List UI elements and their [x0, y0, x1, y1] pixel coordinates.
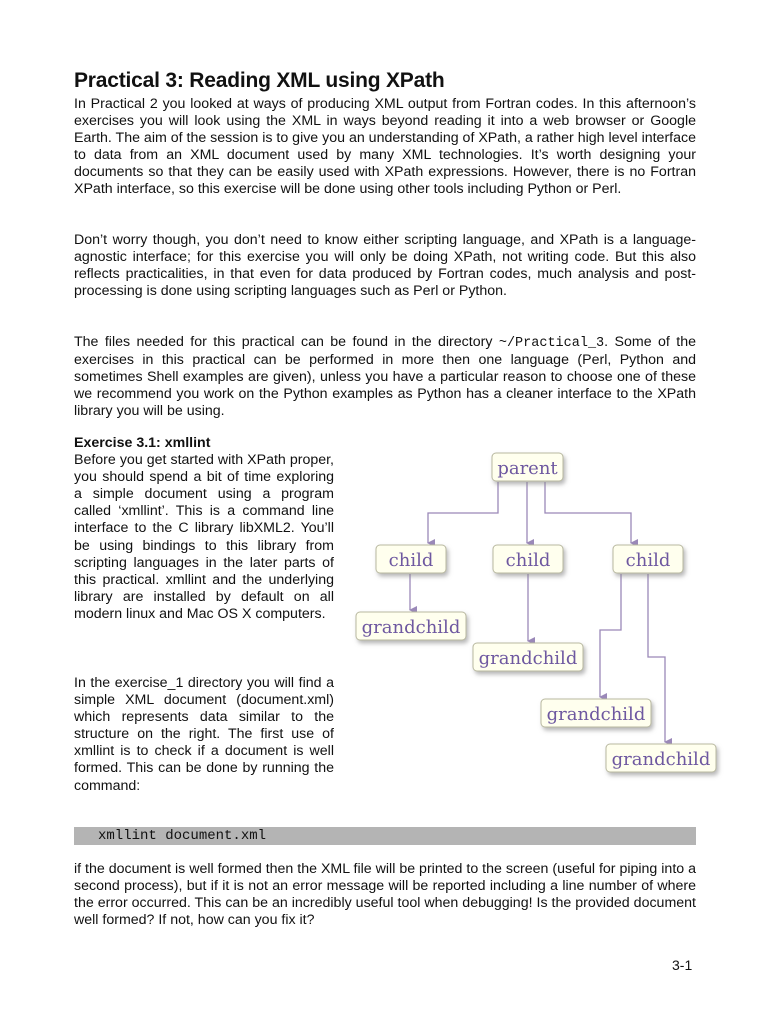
edge-child3-grandchild1	[600, 574, 621, 697]
node-grandchild-4-label: grandchild	[611, 749, 711, 770]
node-child-3-label: child	[625, 550, 671, 571]
node-grandchild-4	[606, 744, 716, 772]
node-grandchild-3-label: grandchild	[546, 704, 646, 725]
edge-parent-child3	[545, 482, 631, 543]
edge-parent-child1	[428, 482, 498, 543]
files-text-start: The files needed for this practical can be found in the directory	[74, 334, 499, 350]
files-text-end: . Some of the exercises in this practical can be performed in more then one language (Perl, Python and sometimes Shell examples are given), unless you have a particular reason to choose one of these we recommend you work on the Python examples as Python has a cleaner interface to the XPath library you will be using.	[74, 334, 696, 420]
page-title: Practical 3: Reading XML using XPath	[74, 69, 445, 92]
closing-paragraph: if the document is well formed then the XML file will be printed to the screen (useful for piping into a second process), but if it is not an error message will be reported including a line number of where the error occurred. This can be an incredibly useful tool when debugging! Is the provided document well formed? If not, how can you fix it?	[74, 861, 696, 929]
page-number: 3-1	[672, 957, 693, 973]
node-child-3	[613, 545, 683, 573]
node-grandchild-2	[473, 643, 583, 671]
scripting-paragraph: Don’t worry though, you don’t need to know either scripting language, and XPath is a language-agnostic interface; for this exercise you will only be doing XPath, not writing code. But this also reflects practicalities, in that even for data produced by Fortran codes, much analysis and post-processing is done using scripting languages such as Perl or Python.	[74, 232, 696, 300]
command-text: xmllint document.xml	[98, 828, 267, 844]
node-child-1-label: child	[388, 550, 434, 571]
node-grandchild-2-label: grandchild	[478, 648, 578, 669]
node-child-1	[376, 545, 446, 573]
exercise-instructions: In the exercise_1 directory you will find a simple XML document (document.xml) which represents data similar to the structure on the right. The first use of xmllint is to check if a document is well formed. This can be done by running the command:	[74, 675, 334, 794]
command-block	[74, 827, 696, 845]
exercise-column	[74, 435, 334, 623]
node-child-2	[493, 545, 563, 573]
node-parent	[492, 453, 563, 481]
node-grandchild-3	[541, 699, 651, 727]
intro-paragraph: In Practical 2 you looked at ways of producing XML output from Fortran codes. In this afternoon’s exercises you will look using the XML in ways beyond reading it into a web browser or Google Earth. The aim of the session is to give you an understanding of XPath, a rather high level interface to data from an XML document used by many XML technologies. It’s worth designing your documents so that they can be easily used with XPath expressions. However, there is no Fortran XPath interface, so this exercise will be done using other tools including Python or Perl.	[74, 96, 696, 198]
directory-path: ~/Practical_3	[498, 336, 605, 351]
node-child-2-label: child	[505, 550, 551, 571]
files-paragraph	[74, 334, 696, 420]
exercise-intro: Before you get started with XPath proper, you should spend a bit of time exploring a simple document using a program called ‘xmllint’. This is a command line interface to the C library libXML2. You’ll be using bindings to this library from scripting languages in the later parts of this practical. xmllint and the underlying library are installed by default on all modern linux and Mac OS X computers.	[74, 452, 334, 622]
xml-tree-diagram	[350, 445, 730, 785]
node-grandchild-1-label: grandchild	[361, 617, 461, 638]
node-parent-label: parent	[497, 458, 558, 479]
node-grandchild-1	[356, 612, 466, 640]
exercise-heading: Exercise 3.1: xmllint	[74, 435, 211, 451]
